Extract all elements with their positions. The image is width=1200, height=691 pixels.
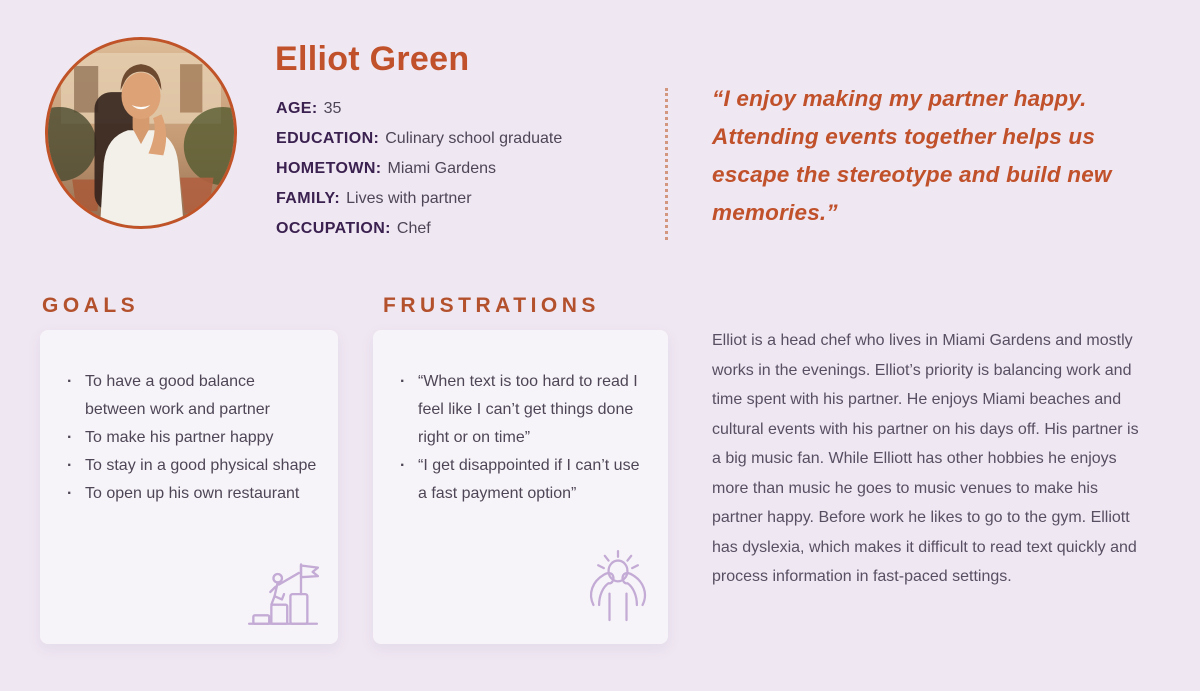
detail-label: AGE: bbox=[276, 100, 318, 117]
detail-value: Culinary school graduate bbox=[385, 130, 563, 147]
detail-row-occupation bbox=[276, 214, 562, 244]
goal-flag-on-steps-icon bbox=[244, 556, 322, 628]
profile-details bbox=[276, 94, 562, 244]
goals-card bbox=[40, 330, 338, 644]
goal-item: · To make his partner happy bbox=[64, 424, 318, 452]
dotted-divider bbox=[665, 88, 668, 240]
detail-value: Chef bbox=[396, 220, 431, 237]
detail-row-age bbox=[276, 94, 562, 124]
detail-row-family bbox=[276, 184, 562, 214]
detail-label: EDUCATION: bbox=[276, 130, 380, 147]
goal-item: · To have a good balance between work and partner bbox=[64, 368, 318, 424]
frustration-item: · “When text is too hard to read I feel like I can’t get things done right or on time” bbox=[397, 368, 648, 452]
goal-item: · To stay in a good physical shape bbox=[64, 452, 318, 480]
goals-list bbox=[40, 330, 338, 508]
detail-label: FAMILY: bbox=[276, 190, 341, 207]
persona-quote: “I enjoy making my partner happy. Attending events together helps us escape the stereotype and build new memories.” bbox=[712, 86, 1112, 225]
detail-label: OCCUPATION: bbox=[276, 220, 391, 237]
detail-value: Miami Gardens bbox=[387, 160, 496, 177]
detail-value: Lives with partner bbox=[346, 190, 472, 207]
persona-name: Elliot Green bbox=[275, 40, 470, 78]
frustration-item: · “I get disappointed if I can’t use a fast payment option” bbox=[397, 452, 648, 508]
frustrations-title: FRUSTRATIONS bbox=[383, 294, 600, 317]
persona-bio: Elliot is a head chef who lives in Miami Gardens and mostly works in the evenings. Elliot’s priority is balancing work and time spent with his partner. He enjoys Miami beaches and cultural events with his partner on his days off. His partner is a big music fan. While Elliott has other hobbies he enjoys more than music he goes to music venues to make his partner happy. Before work he likes to go to the gym. Elliott has dyslexia, which makes it difficult to read text quickly and process information in fast-paced settings. bbox=[712, 332, 1139, 585]
detail-row-hometown bbox=[276, 154, 562, 184]
detail-value: 35 bbox=[323, 100, 342, 117]
frustrated-head-in-hands-icon bbox=[584, 546, 652, 628]
goal-item: · To open up his own restaurant bbox=[64, 480, 318, 508]
avatar bbox=[45, 37, 237, 229]
frustrations-card bbox=[373, 330, 668, 644]
frustrations-list bbox=[373, 330, 668, 508]
goals-title: GOALS bbox=[42, 294, 140, 317]
avatar-photo bbox=[48, 40, 234, 226]
detail-label: HOMETOWN: bbox=[276, 160, 382, 177]
detail-row-education bbox=[276, 124, 562, 154]
